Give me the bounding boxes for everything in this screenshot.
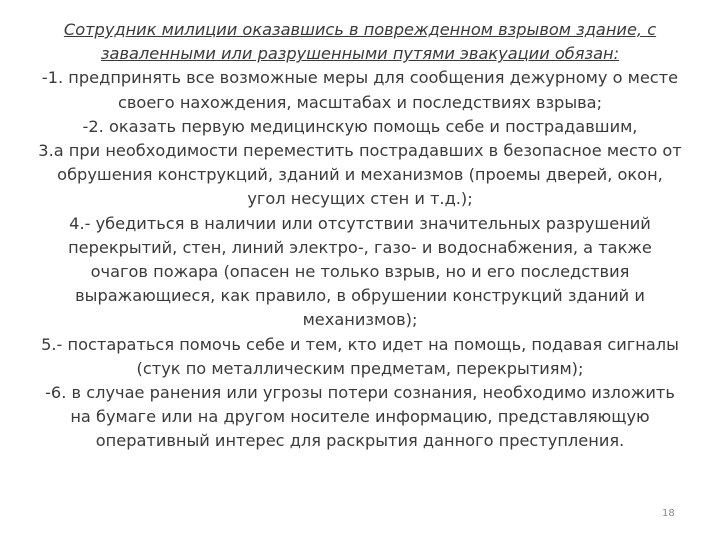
instruction-item-3: 3.а при необходимости переместить пострадавших в безопасное место от обрушения конструкций, зданий и механизмов (проемы дверей, окон, угол несущих стен и т.д.); (38, 141, 682, 209)
slide-heading: Сотрудник милиции оказавшись в поврежденном взрывом здание, с заваленными или разрушенными путями эвакуации обязан: (63, 20, 657, 64)
slide-body (38, 18, 682, 454)
instruction-item-4: 4.- убедиться в наличии или отсутствии значительных разрушений перекрытий, стен, линий электро-, газо- и водоснабжения, а также очагов пожара (опасен не только взрыв, но и его последствия выражающиеся, как правило, в обрушении конструкций зданий и механизмов); (68, 213, 652, 330)
instruction-item-5: 5.- постараться помочь себе и тем, кто идет на помощь, подавая сигналы (стук по металлическим предметам, перекрытиям); (41, 334, 679, 378)
instruction-item-1: -1. предпринять все возможные меры для сообщения дежурному о месте своего нахождения, масштабах и последствиях взрыва; (41, 68, 679, 112)
page-number: 18 (662, 508, 675, 519)
instruction-item-6: -6. в случае ранения или угрозы потери сознания, необходимо изложить на бумаге или на другом носителе информацию, представляющую оперативный интерес для раскрытия данного преступления. (45, 383, 675, 451)
instruction-item-2: -2. оказать первую медицинскую помощь себе и пострадавшим, (82, 116, 638, 136)
